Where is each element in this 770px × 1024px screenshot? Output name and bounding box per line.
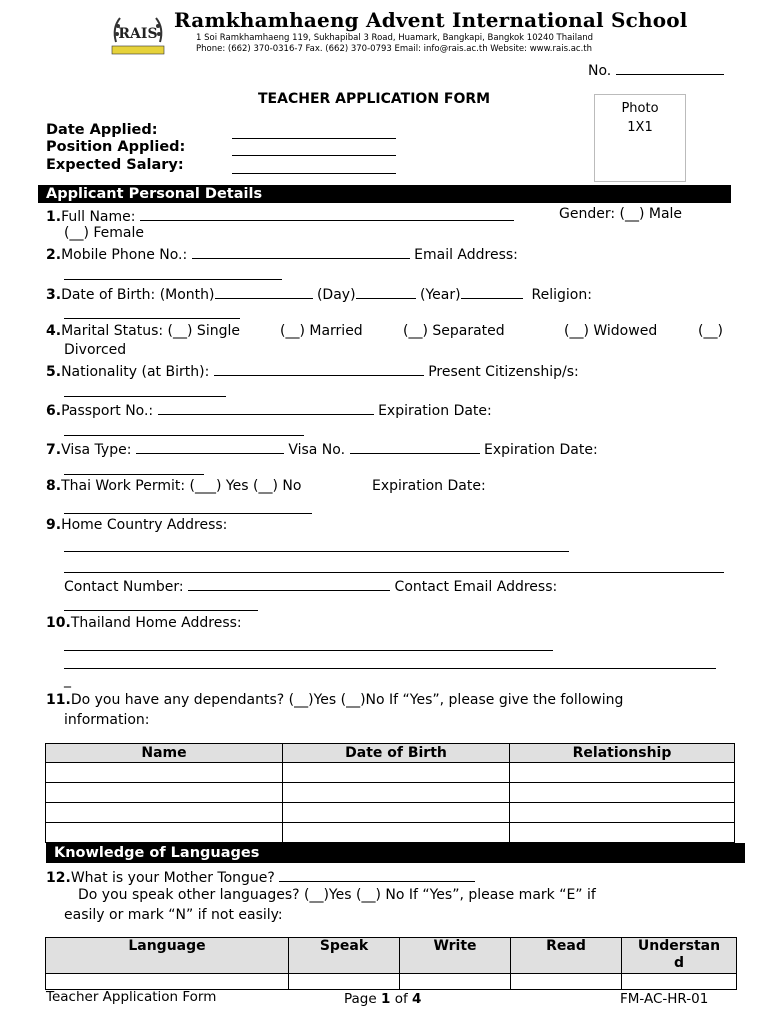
date-applied-label: Date Applied: xyxy=(46,122,158,138)
home-address-line-1[interactable] xyxy=(64,551,569,552)
work-permit-options[interactable]: Thai Work Permit: (___) Yes (__) No xyxy=(61,478,302,494)
q11-row xyxy=(46,692,623,708)
q3-number: 3. xyxy=(46,287,62,303)
q2-number: 2. xyxy=(46,247,62,263)
work-permit-expiry-label: Expiration Date: xyxy=(372,478,486,494)
contact-email-label: Contact Email Address: xyxy=(394,579,558,595)
q6-row xyxy=(46,400,492,419)
full-name-field[interactable] xyxy=(140,206,514,221)
section-knowledge-of-languages: Knowledge of Languages xyxy=(46,843,745,863)
dob-month-field[interactable] xyxy=(215,284,313,299)
q8-row xyxy=(46,478,301,494)
table-cell[interactable] xyxy=(510,823,735,843)
visa-expiry-label: Expiration Date: xyxy=(483,442,598,458)
col-write: Write xyxy=(400,938,511,974)
table-header-row xyxy=(46,938,737,974)
table-cell[interactable] xyxy=(510,763,735,783)
table-cell[interactable] xyxy=(511,974,622,990)
footer-page-number xyxy=(344,991,421,1007)
q5-row xyxy=(46,361,579,380)
languages-table xyxy=(45,937,737,990)
home-address-line-2[interactable] xyxy=(64,572,724,573)
page-of: of xyxy=(394,991,408,1007)
contact-row xyxy=(64,576,557,595)
form-title: TEACHER APPLICATION FORM xyxy=(258,91,491,107)
table-cell[interactable] xyxy=(283,823,510,843)
mother-tongue-field[interactable] xyxy=(279,867,475,882)
q7-number: 7. xyxy=(46,442,62,458)
present-citizenship-field[interactable] xyxy=(64,396,226,397)
full-name-label: Full Name: xyxy=(61,209,136,225)
visa-expiry-field[interactable] xyxy=(64,474,204,475)
contact-number-label: Contact Number: xyxy=(64,579,184,595)
footer-form-name: Teacher Application Form xyxy=(46,989,217,1005)
dob-month-label: Date of Birth: (Month) xyxy=(61,287,215,303)
school-name: Ramkhamhaeng Advent International School xyxy=(174,8,688,32)
religion-label: Religion: xyxy=(531,287,592,303)
contact-number-field[interactable] xyxy=(188,576,390,591)
q1-number: 1. xyxy=(46,209,62,225)
table-row xyxy=(46,823,735,843)
address-line: 1 Soi Ramkhamhaeng 119, Sukhapibal 3 Road, Huamark, Bangkapi, Bangkok 10240 Thailand xyxy=(196,33,594,43)
work-permit-expiry-field[interactable] xyxy=(64,513,312,514)
table-cell[interactable] xyxy=(46,763,283,783)
q4-number: 4. xyxy=(46,323,62,339)
q6-number: 6. xyxy=(46,403,62,419)
school-logo xyxy=(110,12,166,56)
table-cell[interactable] xyxy=(510,803,735,823)
table-row xyxy=(46,974,737,990)
mobile-phone-field[interactable] xyxy=(192,244,410,259)
col-read: Read xyxy=(511,938,622,974)
table-cell[interactable] xyxy=(622,974,737,990)
thailand-address-label: Thailand Home Address: xyxy=(70,615,242,631)
table-cell[interactable] xyxy=(46,974,289,990)
col-speak: Speak xyxy=(289,938,400,974)
date-applied-field[interactable] xyxy=(232,138,396,139)
other-languages-question[interactable]: Do you speak other languages? (__)Yes (__) No If “Yes”, please mark “E” if xyxy=(78,887,596,903)
col-language: Language xyxy=(46,938,289,974)
gender-male-option[interactable]: Gender: (__) Male xyxy=(559,206,683,222)
q7-row xyxy=(46,439,598,458)
footer-form-code: FM-AC-HR-01 xyxy=(620,991,709,1007)
visa-type-field[interactable] xyxy=(136,439,284,454)
q9-row xyxy=(46,517,227,533)
q3-row xyxy=(46,284,592,303)
religion-field[interactable] xyxy=(64,318,240,319)
thailand-address-line-2[interactable] xyxy=(64,668,716,669)
col-name: Name xyxy=(46,744,283,763)
expected-salary-label: Expected Salary: xyxy=(46,157,184,173)
contact-email-field[interactable] xyxy=(64,610,258,611)
q12-row xyxy=(46,867,475,886)
table-cell[interactable] xyxy=(400,974,511,990)
dependants-table xyxy=(45,743,735,843)
marital-widowed-option[interactable]: (__) Widowed xyxy=(564,323,658,339)
thailand-address-dash: _ xyxy=(64,672,71,688)
q10-row xyxy=(46,615,242,631)
table-row xyxy=(46,783,735,803)
contact-line: Phone: (662) 370-0316-7 Fax. (662) 370-0793 Email: info@rais.ac.th Website: www.rais.ac.th xyxy=(196,44,593,54)
section-personal-details: Applicant Personal Details xyxy=(38,185,731,203)
table-header-row xyxy=(46,744,735,763)
col-date-of-birth: Date of Birth xyxy=(283,744,510,763)
passport-field[interactable] xyxy=(158,400,374,415)
nationality-label: Nationality (at Birth): xyxy=(61,364,210,380)
passport-label: Passport No.: xyxy=(61,403,154,419)
dob-day-label: (Day) xyxy=(316,287,356,303)
visa-no-label: Visa No. xyxy=(288,442,346,458)
present-citizenship-label: Present Citizenship/s: xyxy=(428,364,579,380)
dob-year-label: (Year) xyxy=(420,287,461,303)
photo-size: 1X1 xyxy=(627,120,653,135)
position-applied-field[interactable] xyxy=(232,155,396,156)
col-understand: Understan d xyxy=(622,938,737,974)
no-label: No. xyxy=(588,63,612,79)
mother-tongue-label: What is your Mother Tongue? xyxy=(70,870,275,886)
table-cell[interactable] xyxy=(46,803,283,823)
marital-divorced-box[interactable]: (__) xyxy=(698,323,723,339)
nationality-field[interactable] xyxy=(214,361,424,376)
expected-salary-field[interactable] xyxy=(232,173,396,174)
visa-type-label: Visa Type: xyxy=(61,442,132,458)
marital-single-option[interactable]: Marital Status: (__) Single xyxy=(61,323,240,339)
table-cell[interactable] xyxy=(283,763,510,783)
page-total: 4 xyxy=(412,991,422,1007)
other-languages-instruction: easily or mark “N” if not easily: xyxy=(64,907,283,923)
svg-text:RAIS: RAIS xyxy=(118,26,158,42)
q5-number: 5. xyxy=(46,364,62,380)
table-cell[interactable] xyxy=(283,803,510,823)
home-country-address-label: Home Country Address: xyxy=(61,517,228,533)
q2-row xyxy=(46,244,518,263)
q11-number: 11. xyxy=(46,692,71,708)
q10-number: 10. xyxy=(46,615,71,631)
q8-number: 8. xyxy=(46,478,62,494)
form-number-field[interactable] xyxy=(616,60,724,75)
dob-year-field[interactable] xyxy=(461,284,523,299)
mobile-phone-label: Mobile Phone No.: xyxy=(61,247,188,263)
photo-box[interactable] xyxy=(594,94,686,182)
dependants-question-cont: information: xyxy=(64,712,150,728)
dob-day-field[interactable] xyxy=(356,284,416,299)
table-cell[interactable] xyxy=(289,974,400,990)
visa-no-field[interactable] xyxy=(350,439,480,454)
table-cell[interactable] xyxy=(46,783,283,803)
dependants-question[interactable]: Do you have any dependants? (__)Yes (__)No If “Yes”, please give the following xyxy=(70,692,624,708)
q4-row xyxy=(46,323,240,339)
email-label: Email Address: xyxy=(414,247,518,263)
q1-row xyxy=(46,206,514,225)
passport-expiry-label: Expiration Date: xyxy=(378,403,492,419)
thailand-address-line-1[interactable] xyxy=(64,650,553,651)
email-field[interactable] xyxy=(64,279,282,280)
table-row xyxy=(46,803,735,823)
passport-expiry-field[interactable] xyxy=(64,435,304,436)
marital-divorced-label: Divorced xyxy=(64,342,127,358)
form-number xyxy=(588,60,724,79)
school-address xyxy=(196,33,593,55)
marital-separated-option[interactable]: (__) Separated xyxy=(403,323,505,339)
col-relationship: Relationship xyxy=(510,744,735,763)
table-cell[interactable] xyxy=(283,783,510,803)
table-cell[interactable] xyxy=(46,823,283,843)
table-row xyxy=(46,763,735,783)
position-applied-label: Position Applied: xyxy=(46,139,186,155)
marital-married-option[interactable]: (__) Married xyxy=(280,323,363,339)
photo-label: Photo xyxy=(621,101,659,116)
page-current: 1 xyxy=(380,991,391,1007)
gender-female-option[interactable]: (__) Female xyxy=(64,225,144,241)
q9-number: 9. xyxy=(46,517,62,533)
table-cell[interactable] xyxy=(510,783,735,803)
q12-number: 12. xyxy=(46,870,71,886)
page-prefix: Page xyxy=(344,991,377,1007)
